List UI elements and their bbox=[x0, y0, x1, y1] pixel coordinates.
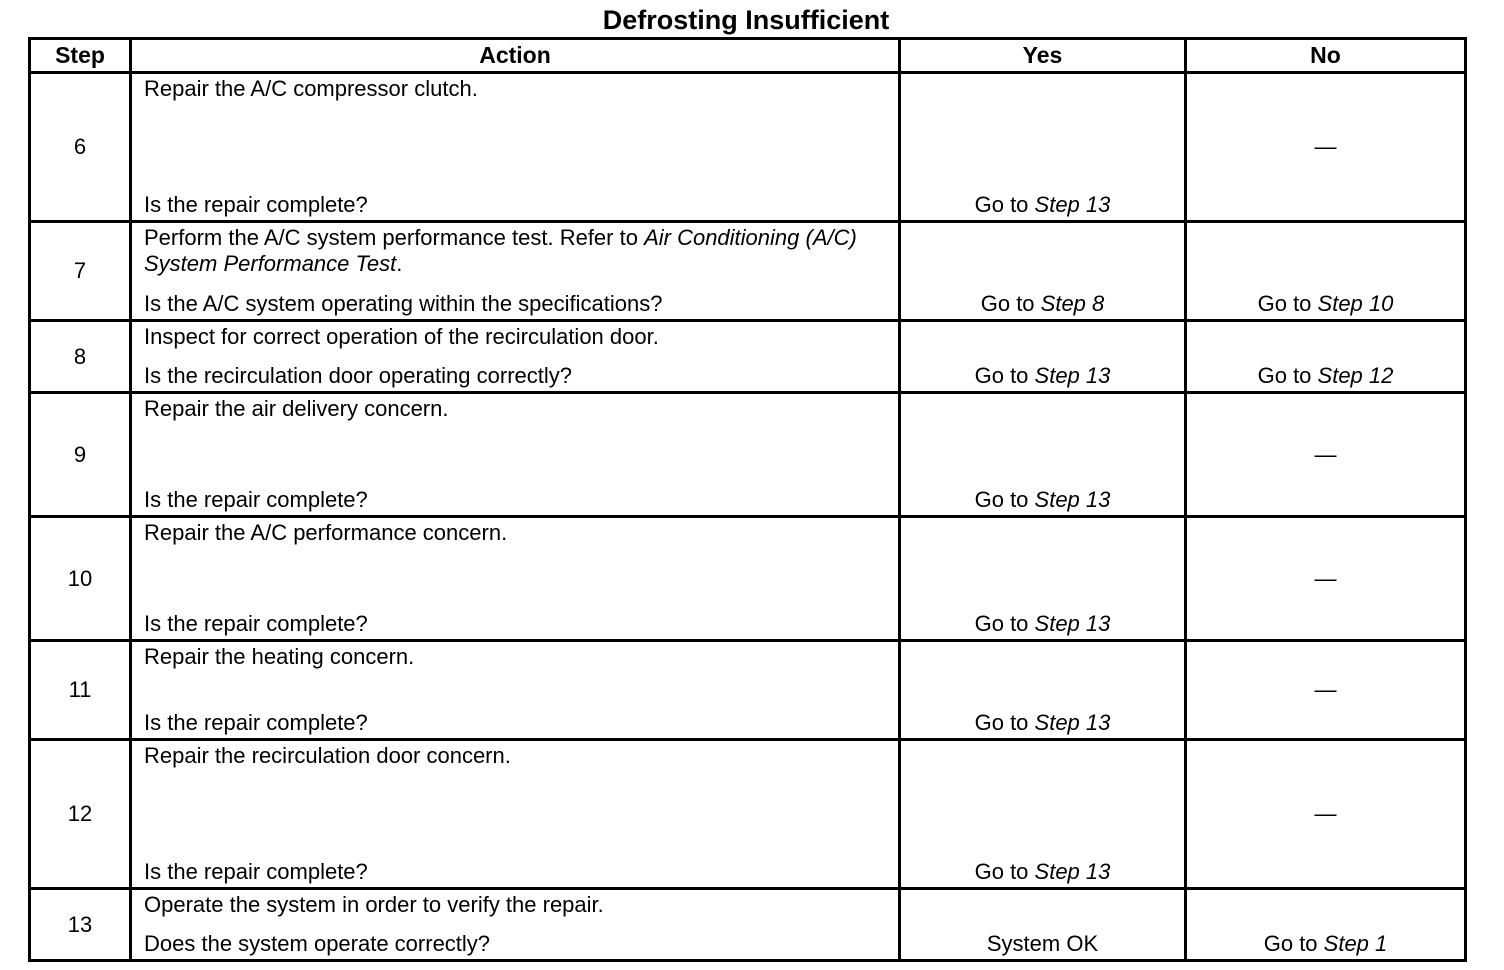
step-link[interactable]: Step 13 bbox=[1034, 487, 1111, 512]
yes-cell bbox=[900, 393, 1186, 517]
no-result-dash: — bbox=[1314, 134, 1337, 159]
action-question: Is the repair complete? bbox=[144, 611, 368, 636]
step-link[interactable]: Step 10 bbox=[1317, 291, 1394, 316]
step-link[interactable]: Step 13 bbox=[1034, 363, 1111, 388]
no-prefix: Go to bbox=[1263, 931, 1324, 956]
column-header-no: No bbox=[1186, 39, 1466, 73]
yes-prefix: Go to bbox=[974, 363, 1035, 388]
yes-prefix: Go to bbox=[980, 291, 1041, 316]
yes-prefix: Go to bbox=[974, 611, 1035, 636]
yes-cell bbox=[900, 740, 1186, 889]
table-row bbox=[30, 889, 1466, 961]
yes-prefix: Go to bbox=[974, 710, 1035, 735]
yes-cell bbox=[900, 222, 1186, 321]
action-text: Repair the A/C compressor clutch. bbox=[144, 76, 478, 101]
yes-result bbox=[987, 931, 1098, 957]
action-text: Inspect for correct operation of the recirculation door. bbox=[144, 324, 659, 349]
yes-cell bbox=[900, 73, 1186, 222]
step-link[interactable]: Step 13 bbox=[1034, 859, 1111, 884]
no-cell bbox=[1186, 889, 1466, 961]
action-cell bbox=[131, 222, 900, 321]
action-cell bbox=[131, 393, 900, 517]
table-row bbox=[30, 517, 1466, 641]
yes-result bbox=[975, 859, 1111, 885]
action-cell bbox=[131, 517, 900, 641]
no-prefix: Go to bbox=[1257, 363, 1318, 388]
yes-result bbox=[975, 611, 1111, 637]
action-cell bbox=[131, 889, 900, 961]
action-question: Is the repair complete? bbox=[144, 710, 368, 735]
action-text: Repair the A/C performance concern. bbox=[144, 520, 508, 545]
no-cell bbox=[1186, 641, 1466, 740]
yes-result bbox=[981, 291, 1105, 317]
column-header-step: Step bbox=[30, 39, 131, 73]
action-question: Is the recirculation door operating correctly? bbox=[144, 363, 572, 388]
reference-link[interactable]: Air Conditioning (A/C) System Performance Test bbox=[144, 225, 857, 276]
step-number: 8 bbox=[30, 321, 131, 393]
table-row bbox=[30, 641, 1466, 740]
step-number: 12 bbox=[30, 740, 131, 889]
yes-result bbox=[975, 710, 1111, 736]
action-text-suffix: . bbox=[396, 251, 403, 276]
action-text bbox=[144, 225, 886, 277]
diagnostic-table bbox=[28, 37, 1467, 962]
yes-cell bbox=[900, 889, 1186, 961]
table-row bbox=[30, 740, 1466, 889]
action-text: Repair the heating concern. bbox=[144, 644, 415, 669]
no-prefix: Go to bbox=[1257, 291, 1318, 316]
step-link[interactable]: Step 13 bbox=[1034, 710, 1111, 735]
table-row bbox=[30, 321, 1466, 393]
yes-prefix: Go to bbox=[974, 192, 1035, 217]
step-link[interactable]: Step 13 bbox=[1034, 192, 1111, 217]
action-cell bbox=[131, 321, 900, 393]
no-result-dash: — bbox=[1314, 441, 1337, 467]
action-question: Is the repair complete? bbox=[144, 487, 368, 512]
action-question: Does the system operate correctly? bbox=[144, 931, 491, 956]
yes-cell bbox=[900, 517, 1186, 641]
action-question: Is the A/C system operating within the specifications? bbox=[144, 291, 663, 316]
action-question: Is the repair complete? bbox=[144, 192, 368, 217]
action-text: Operate the system in order to verify the repair. bbox=[144, 892, 604, 917]
step-link[interactable]: Step 12 bbox=[1317, 363, 1394, 388]
table-row bbox=[30, 222, 1466, 321]
column-header-action: Action bbox=[131, 39, 900, 73]
no-result-dash: — bbox=[1314, 801, 1337, 826]
action-cell bbox=[131, 641, 900, 740]
no-result bbox=[1258, 291, 1394, 317]
no-result-dash: — bbox=[1314, 677, 1337, 702]
yes-cell bbox=[900, 321, 1186, 393]
action-question: Is the repair complete? bbox=[144, 859, 368, 884]
no-cell bbox=[1186, 222, 1466, 321]
table-row bbox=[30, 393, 1466, 517]
table-row bbox=[30, 73, 1466, 222]
yes-prefix: Go to bbox=[974, 487, 1035, 512]
yes-cell bbox=[900, 641, 1186, 740]
step-number: 10 bbox=[30, 517, 131, 641]
no-cell bbox=[1186, 740, 1466, 889]
action-text: Repair the air delivery concern. bbox=[144, 396, 449, 421]
action-text: Repair the recirculation door concern. bbox=[144, 743, 511, 768]
no-result-dash: — bbox=[1314, 565, 1337, 591]
page-title: Defrosting Insufficient bbox=[602, 5, 890, 35]
step-link[interactable]: Step 13 bbox=[1034, 611, 1111, 636]
no-result bbox=[1258, 363, 1394, 389]
no-result bbox=[1264, 931, 1388, 957]
no-cell bbox=[1186, 321, 1466, 393]
no-cell bbox=[1186, 73, 1466, 222]
step-number: 7 bbox=[30, 222, 131, 321]
no-cell bbox=[1186, 517, 1466, 641]
step-number: 6 bbox=[30, 73, 131, 222]
yes-result bbox=[975, 192, 1111, 218]
step-number: 11 bbox=[30, 641, 131, 740]
action-cell bbox=[131, 73, 900, 222]
yes-prefix: System OK bbox=[986, 931, 1099, 956]
action-text-lead: Perform the A/C system performance test. Refer to bbox=[144, 225, 645, 250]
step-link[interactable]: Step 8 bbox=[1040, 291, 1105, 316]
yes-prefix: Go to bbox=[974, 859, 1035, 884]
step-number: 13 bbox=[30, 889, 131, 961]
action-cell bbox=[131, 740, 900, 889]
no-cell bbox=[1186, 393, 1466, 517]
step-number: 9 bbox=[30, 393, 131, 517]
header-row bbox=[30, 39, 1466, 73]
column-header-yes: Yes bbox=[900, 39, 1186, 73]
yes-result bbox=[975, 363, 1111, 389]
step-link[interactable]: Step 1 bbox=[1323, 931, 1388, 956]
yes-result bbox=[975, 487, 1111, 513]
